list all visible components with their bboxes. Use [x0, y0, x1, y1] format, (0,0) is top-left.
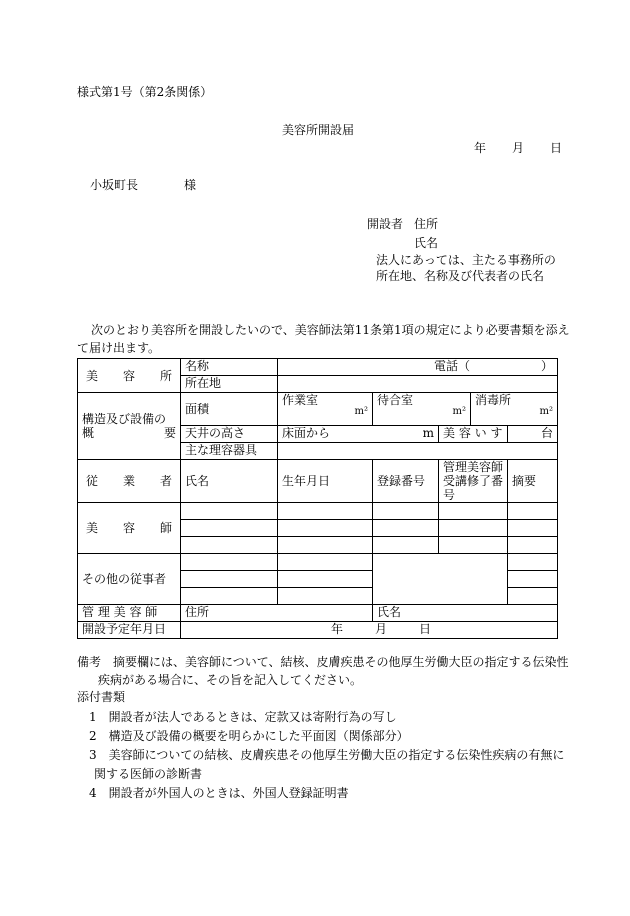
date-day: 日 [550, 141, 563, 155]
registration-table [77, 358, 558, 639]
workroom-unit: m² [354, 406, 368, 417]
phone-label: 電話（ [434, 359, 471, 373]
chairs-count-field[interactable] [508, 426, 558, 443]
addressee: 小坂町長 [90, 178, 139, 192]
equipment-label: 主な理容器具 [181, 443, 278, 460]
meter-unit: m [422, 426, 434, 440]
remarks-line1: 備考 摘要欄には、美容師について、結核、皮膚疾患その他厚生労働大臣の指定する伝染性 [77, 655, 569, 669]
waiting-label: 待合室 [377, 393, 414, 407]
col-certificate: 管理美容師受講修了番号 [439, 460, 508, 503]
salon-name-label: 名称 [181, 359, 278, 376]
opening-date-field[interactable] [181, 622, 558, 639]
staff-label: 従 業 者 [78, 460, 181, 503]
corp-note-line1: 法人にあっては、主たる事務所の [376, 253, 556, 267]
date-line [474, 141, 562, 156]
table-row[interactable] [181, 537, 278, 554]
disinfection-area-field[interactable] [471, 393, 558, 426]
salon-location-field[interactable] [278, 376, 558, 393]
equipment-field[interactable] [278, 443, 558, 460]
addressee-honorific: 様 [184, 178, 197, 192]
structure-label: 構造及び設備の 概 要 [78, 393, 181, 460]
corp-note-line2: 所在地、名称及び代表者の氏名 [376, 269, 545, 283]
applicant-address-label: 住所 [414, 217, 439, 231]
remarks-line2: 疾病がある場合に、その旨を記入してください。 [98, 673, 363, 687]
date-year: 年 [474, 141, 487, 155]
area-label: 面積 [181, 393, 278, 426]
attachment-item-3-cont: 関する医師の診断書 [94, 767, 203, 781]
opening-date-label: 開設予定年月日 [78, 622, 181, 639]
disinfection-label: 消毒所 [475, 393, 512, 407]
applicant-label: 開設者 [367, 217, 404, 231]
disinfection-unit: m² [539, 406, 554, 417]
manager-label: 管 理 美 容 師 [78, 605, 181, 622]
col-dob: 生年月日 [278, 460, 373, 503]
col-summary: 摘要 [508, 460, 558, 503]
ceiling-height-field[interactable] [278, 426, 439, 443]
manager-address-field[interactable] [181, 605, 373, 622]
intro-line2: て届け出ます。 [77, 341, 161, 355]
attachment-item-4: 4 開設者が外国人のときは、外国人登録証明書 [89, 786, 349, 800]
from-floor-label: 床面から [282, 426, 331, 440]
workroom-area-field[interactable] [278, 393, 373, 426]
attachments-title: 添付書類 [77, 690, 126, 704]
attachment-item-1: 1 開設者が法人であるときは、定款又は寄附行為の写し [89, 710, 397, 724]
waiting-unit: m² [452, 406, 466, 417]
attachment-item-3: 3 美容師についての結核、皮膚疾患その他厚生労働大臣の指定する伝染性疾病の有無に [89, 748, 565, 762]
table-row[interactable] [181, 520, 278, 537]
chairs-label: 美 容 い す [439, 426, 508, 443]
form-title: 美容所開設届 [282, 123, 355, 137]
attachment-item-2: 2 構造及び設備の概要を明らかにした平面図（関係部分） [89, 729, 409, 743]
table-row[interactable] [181, 588, 278, 605]
salon-location-label: 所在地 [181, 376, 278, 393]
beautician-label: 美 容 師 [78, 503, 181, 554]
intro-line1: 次のとおり美容所を開設したいので、美容師法第11条第1項の規定により必要書類を添え [91, 323, 570, 337]
table-row[interactable] [181, 554, 278, 571]
salon-label: 美 容 所 [78, 359, 181, 393]
date-month: 月 [512, 141, 525, 155]
table-row[interactable] [181, 571, 278, 588]
manager-address-label: 住所 [185, 605, 210, 619]
ceiling-label: 天井の高さ [181, 426, 278, 443]
phone-close: ） [541, 359, 554, 373]
table-row[interactable] [181, 503, 278, 520]
opening-year: 年 [331, 622, 344, 636]
opening-day: 日 [419, 622, 432, 636]
col-name: 氏名 [181, 460, 278, 503]
salon-name-field[interactable] [278, 359, 558, 376]
workroom-label: 作業室 [282, 393, 319, 407]
other-staff-label: その他の従事者 [78, 554, 181, 605]
form-number: 様式第1号（第2条関係） [77, 85, 213, 99]
chairs-unit: 台 [541, 426, 554, 440]
applicant-name-label: 氏名 [414, 236, 439, 250]
waiting-area-field[interactable] [373, 393, 471, 426]
manager-name-field[interactable] [373, 605, 558, 622]
col-registration: 登録番号 [373, 460, 439, 503]
opening-month: 月 [375, 622, 388, 636]
manager-name-label: 氏名 [377, 605, 402, 619]
